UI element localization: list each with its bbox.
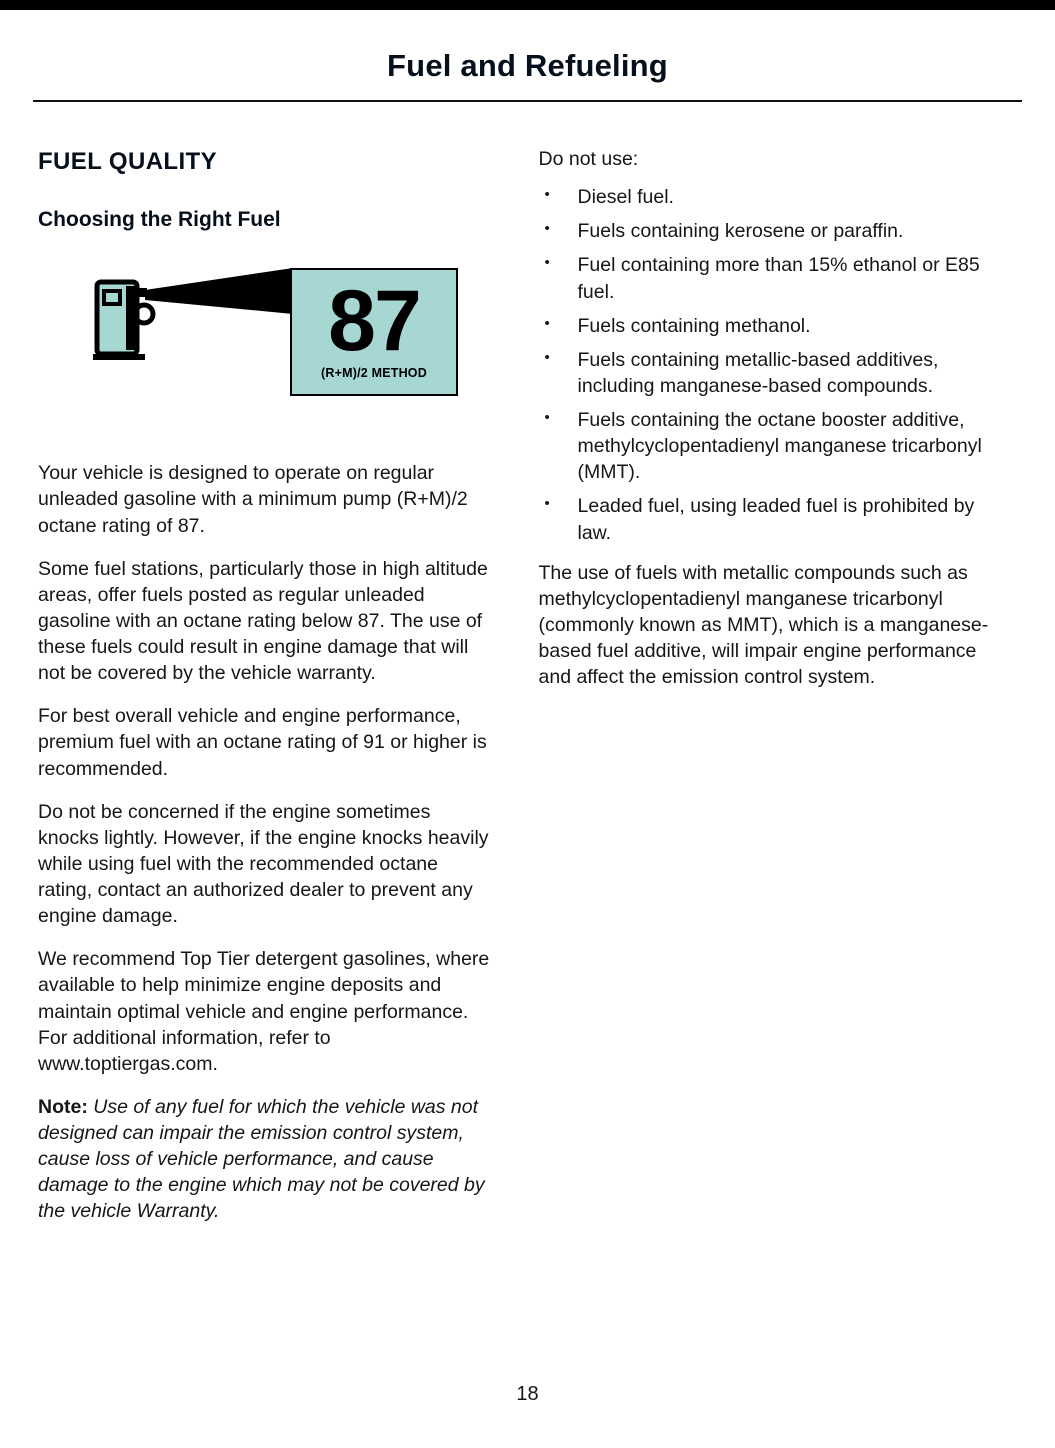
beam-graphic (145, 268, 293, 314)
list-item (539, 252, 992, 304)
section-title: FUEL QUALITY (38, 148, 218, 175)
body-paragraph: Your vehicle is designed to operate on regular unleaded gasoline with a minimum pump (R+M)/2 octane rating of 87. (38, 462, 468, 537)
body-paragraph: Some fuel stations, particularly those in high altitude areas, offer fuels posted as regular unleaded gasoline with an octane rating below 87. The use of these fuels could result in engine damage that will not be covered by the vehicle warranty. (38, 557, 488, 685)
fuel-octane-graphic (38, 268, 491, 398)
list-item-text: Leaded fuel, using leaded fuel is prohibited by law. (577, 495, 975, 544)
note-text: Use of any fuel for which the vehicle was not designed can impair the emission control system, cause loss of vehicle performance, and cause damage to the engine which may not be covered by the vehicle Warranty. (38, 1095, 485, 1223)
bullet-icon: • (544, 495, 550, 513)
do-not-use-intro: Do not use: (538, 148, 639, 170)
list-item (539, 184, 992, 210)
bullet-icon: • (544, 220, 550, 238)
note-label: Note: (38, 1095, 88, 1118)
subsection-title: Choosing the Right Fuel (38, 208, 281, 232)
list-item (539, 493, 992, 545)
octane-number: 87 (328, 273, 420, 370)
bullet-icon: • (544, 409, 550, 426)
page-header (0, 0, 1055, 102)
list-item-text: Fuels containing metallic-based additives, including manganese-based compounds. (577, 348, 939, 397)
octane-rating-badge (290, 268, 458, 396)
note-paragraph (38, 1094, 491, 1225)
list-item-text: Fuel containing more than 15% ethanol or E85 fuel. (577, 254, 980, 303)
left-column (38, 146, 491, 1242)
bullet-icon: • (544, 348, 550, 366)
list-item (539, 313, 992, 339)
page-number: 18 (516, 1383, 539, 1405)
list-item (539, 218, 992, 244)
list-item-text: Fuels containing kerosene or paraffin. (577, 220, 904, 243)
list-item-text: Fuels containing methanol. (577, 314, 811, 337)
content-columns (0, 102, 1055, 1242)
top-border-bar (0, 0, 1055, 10)
list-item-text: Diesel fuel. (577, 186, 674, 209)
do-not-use-list (539, 184, 992, 546)
fuel-pump-icon (93, 268, 293, 398)
list-item-text: Fuels containing the octane booster additive, methylcyclopentadienyl manganese tricarbonyl (MMT). (577, 409, 982, 484)
bullet-icon: • (544, 186, 550, 204)
body-paragraph: Do not be concerned if the engine sometimes knocks lightly. However, if the engine knocks heavily while using fuel with the recommended octane rating, contact an authorized dealer to prevent any engine damage. (38, 800, 489, 928)
list-item (539, 407, 992, 485)
bullet-icon: • (544, 254, 550, 272)
list-item (539, 347, 992, 399)
body-paragraph: For best overall vehicle and engine performance, premium fuel with an octane rating of 91 or higher is recommended. (38, 705, 487, 780)
right-column (539, 146, 992, 1242)
page-title: Fuel and Refueling (387, 48, 668, 83)
body-paragraph: The use of fuels with metallic compounds such as methylcyclopentadienyl manganese tricarbonyl (commonly known as MMT), which is a manganese-based fuel additive, will impair engine performance and affect the emission control system. (538, 561, 989, 689)
octane-method-label: (R+M)/2 METHOD (321, 365, 427, 380)
bullet-icon: • (544, 314, 550, 332)
body-paragraph: We recommend Top Tier detergent gasolines, where available to help minimize engine deposits and maintain optimal vehicle and engine performance. For additional information, refer to www.toptiergas.com. (38, 948, 490, 1075)
